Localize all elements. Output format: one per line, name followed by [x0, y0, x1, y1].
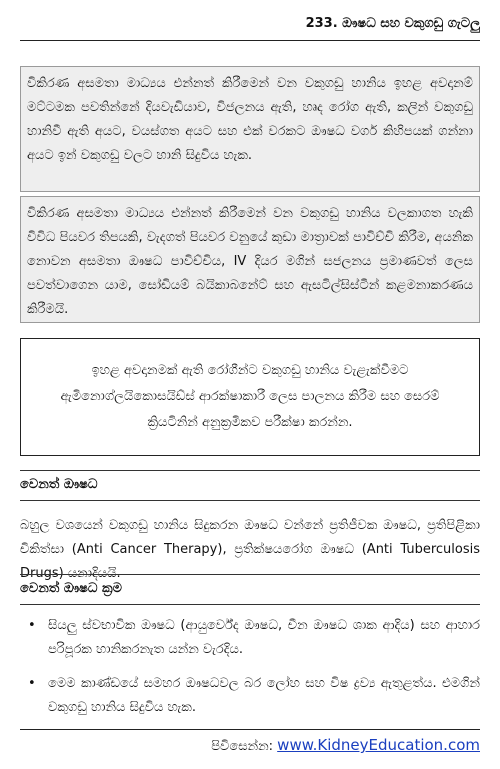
divider	[20, 574, 480, 575]
callout-box	[20, 338, 480, 456]
list-item-text: මෙම කාණ්ඩයේ සමහර ඖෂධවල බර ලෝහ සහ විෂ ද්‍රව්‍ය ඇතුළත්ය. එමගින් වකුගඩු හානිය සිදුවිය හැක.	[48, 676, 480, 715]
website-link[interactable]: www.KidneyEducation.com	[277, 736, 480, 754]
divider	[20, 470, 480, 471]
callout-text: ඉහළ අවදානමක් ඇති රෝගීන්ට වකුගඩු හානිය වැළැක්වීමට ඇමිනොග්ලයිකොසයිඩ්ස් ආරක්ෂාකාරී ලෙස පාලනය කිරීම සහ සෙරම් ක්‍රියටිනින් අනුක්‍රමිකව පරීක්ෂා කරන්න.	[60, 363, 440, 430]
section-heading-other-methods: වෙනත් ඖෂධ ක්‍රම	[20, 581, 122, 596]
list-item-text: සියලු ස්වභාවික ඖෂධ (ආයුර්වේද ඖෂධ, චීන ඖෂධ ශාක ආදිය) සහ ආහාර පරිපූරක හානිකරනැත යන්න වැරදිය.	[48, 618, 480, 657]
divider	[20, 604, 480, 605]
bullet-icon: •	[28, 618, 36, 633]
footer-label: පිවිසෙන්න:	[211, 739, 274, 754]
page-title: 233. ඖෂධ සහ වකුගඩු ගැටලු	[305, 16, 480, 31]
list-item	[20, 672, 480, 720]
bullet-list	[20, 614, 480, 730]
other-drugs-paragraph: බහුල වශයෙන් වකුගඩු හානිය සිදුකරන ඖෂධ වන්නේ ප්‍රතිජීවක ඖෂධ, ප්‍රතිපිළිකා චිකිත්සා (Anti Cancer Therapy), ප්‍රතික්ෂයරෝග ඖෂධ (Anti Tuberculosis Drugs) යනාදියයි.	[20, 518, 480, 581]
info-panel-risk: විකිරණ අසමතා මාධ්‍යය එන්නත් කිරීමෙන් වන වකුගඩු හානිය ඉහළ අවදානම් මට්ටමක පවතින්නේ දියවැඩියාව, විජලනය ඇති, හෘද රෝග ඇති, කලින් වකුගඩු හානිවී ඇති අයට, වයස්ගත අයට සහ එක් වරකට ඖෂධ වර්ග කිහිපයක් ගන්නා අයට ඉන් වකුගඩු වලට හානි සිදුවිය හැක.	[20, 66, 480, 192]
section-heading-other-drugs: වෙනත් ඖෂධ	[20, 477, 98, 492]
list-item	[20, 614, 480, 662]
info-panel-prevention: විකිරණ අසමතා මාධ්‍යය එන්නත් කිරීමෙන් වන වකුගඩු හානිය වලකාගත හැකි විවිධ පියවර තිපයකි, වැදගත් පියවර වනුයේ කුඩා මාත්‍රාවක් පාවිච්චි කිරීම, අයනික නොවන අසමතා ඖෂධ පාවිච්චිය, IV දියර මගින් සජලනය ප්‍රමාණවත් ලෙස පවත්වාගෙන යාම, සෝඩියම් බයිකාබනේට් සහ ඇසටිල්සිස්ටීන් කළමනාකරණය කිරීමයි.	[20, 196, 480, 323]
page-header	[20, 8, 480, 41]
bullet-icon: •	[28, 676, 36, 691]
page-footer	[20, 729, 480, 754]
divider	[20, 500, 480, 501]
